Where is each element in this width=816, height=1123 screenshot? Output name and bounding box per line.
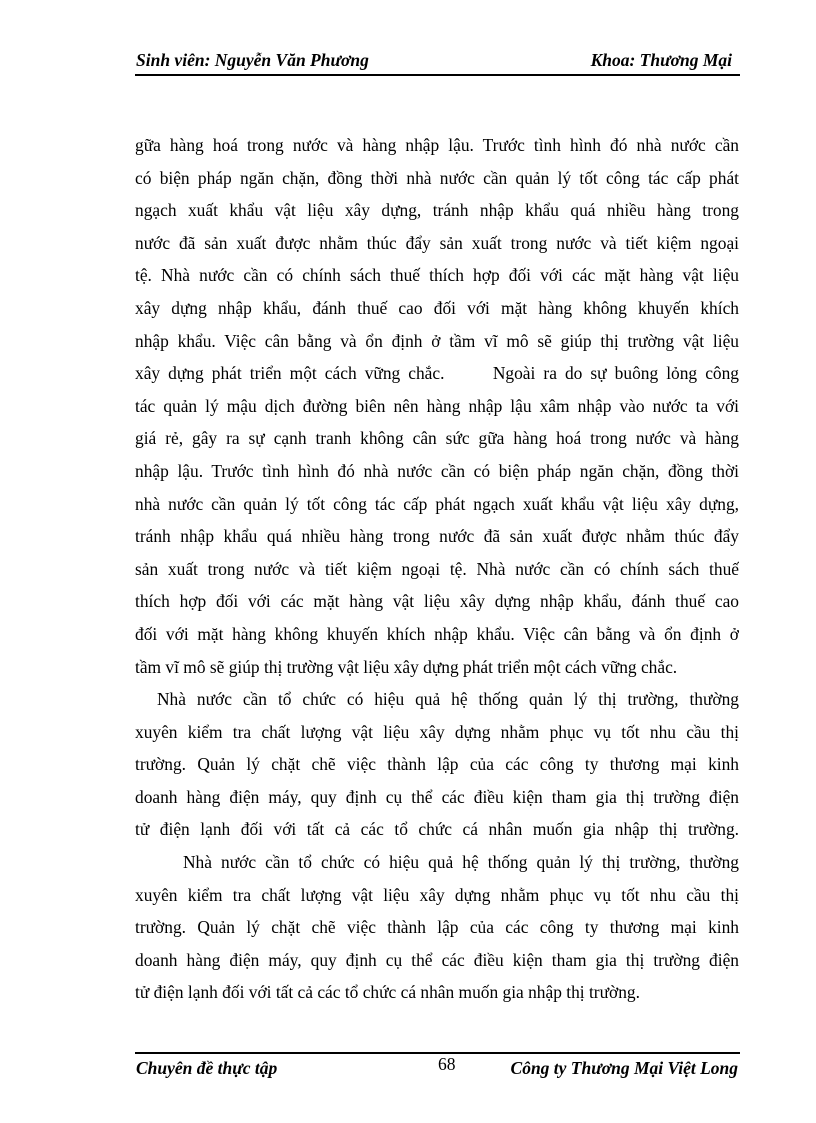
- text-line: nhập khẩu. Việc cân bằng và ổn định ở tầm vĩ mô sẽ giúp thị trường vật liệu: [135, 330, 739, 351]
- text-line: giá rẻ, gây ra sự cạnh tranh không cân sức gữa hàng hoá trong nước và hàng: [135, 428, 739, 449]
- text-line: xây dựng phát triển một cách vững chắc. Ngoài ra do sự buông lỏng công: [135, 363, 739, 384]
- text-line: thích hợp đối với các mặt hàng vật liệu xây dựng nhập khẩu, đánh thuế cao: [135, 591, 739, 612]
- text-line: tác quản lý mậu dịch đường biên nên hàng nhập lậu xâm nhập vào nước ta với: [135, 395, 739, 416]
- text-line: đối với mặt hàng không khuyến khích nhập khẩu. Việc cân bằng và ổn định ở: [135, 623, 739, 644]
- footer-company: Công ty Thương Mại Việt Long: [510, 1058, 738, 1078]
- text-line: trường. Quản lý chặt chẽ việc thành lập của các công ty thương mại kinh: [135, 917, 739, 938]
- text-line: tử điện lạnh đối với tất cả các tổ chức cá nhân muốn gia nhập thị trường.: [135, 819, 739, 840]
- text-line: tử điện lạnh đối với tất cả các tổ chức cá nhân muốn gia nhập thị trường.: [135, 982, 640, 1003]
- text-line: xuyên kiểm tra chất lượng vật liệu xây dựng nhằm phục vụ tốt nhu cầu thị: [135, 721, 739, 742]
- page-header: [135, 48, 740, 76]
- page-number: 68: [438, 1054, 456, 1074]
- text-line: nước đã sản xuất được nhằm thúc đẩy sản xuất trong nước và tiết kiệm ngoại: [135, 232, 739, 253]
- text-line: tránh nhập khẩu quá nhiều hàng trong nước đã sản xuất được nhằm thúc đẩy: [135, 526, 739, 547]
- header-student-name: Sinh viên: Nguyễn Văn Phương: [136, 50, 369, 70]
- text-line: trường. Quản lý chặt chẽ việc thành lập của các công ty thương mại kinh: [135, 754, 739, 775]
- text-line: sản xuất trong nước và tiết kiệm ngoại tệ. Nhà nước cần có chính sách thuế: [135, 558, 739, 579]
- text-line: tầm vĩ mô sẽ giúp thị trường vật liệu xây dựng phát triển một cách vững chắc.: [135, 656, 678, 677]
- text-line: xuyên kiểm tra chất lượng vật liệu xây dựng nhằm phục vụ tốt nhu cầu thị: [135, 884, 739, 905]
- text-line: có biện pháp ngăn chặn, đồng thời nhà nước cần quản lý tốt công tác cấp phát: [135, 167, 739, 188]
- text-line: doanh hàng điện máy, quy định cụ thể các điều kiện tham gia thị trường điện: [135, 786, 739, 807]
- header-faculty: Khoa: Thương Mại: [590, 50, 732, 70]
- document-body: [135, 129, 739, 1009]
- text-line: doanh hàng điện máy, quy định cụ thể các điều kiện tham gia thị trường điện: [135, 949, 739, 970]
- text-line: nhà nước cần quản lý tốt công tác cấp phát ngạch xuất khẩu vật liệu xây dựng,: [135, 493, 739, 514]
- text-line: gữa hàng hoá trong nước và hàng nhập lậu. Trước tình hình đó nhà nước cần: [135, 135, 739, 155]
- text-line: xây dựng nhập khẩu, đánh thuế cao đối với mặt hàng không khuyến khích: [135, 297, 739, 318]
- text-line: nhập lậu. Trước tình hình đó nhà nước cần có biện pháp ngăn chặn, đồng thời: [135, 460, 739, 481]
- page-footer: [135, 1052, 740, 1084]
- text-line: Nhà nước cần tổ chức có hiệu quả hệ thống quản lý thị trường, thường: [183, 852, 739, 873]
- footer-document-type: Chuyên đề thực tập: [136, 1058, 278, 1078]
- text-line: ngạch xuất khẩu vật liệu xây dựng, tránh nhập khẩu quá nhiều hàng trong: [135, 200, 739, 221]
- text-line: tệ. Nhà nước cần có chính sách thuế thích hợp đối với các mặt hàng vật liệu: [135, 265, 739, 286]
- text-line: Nhà nước cần tổ chức có hiệu quả hệ thống quản lý thị trường, thường: [157, 689, 739, 710]
